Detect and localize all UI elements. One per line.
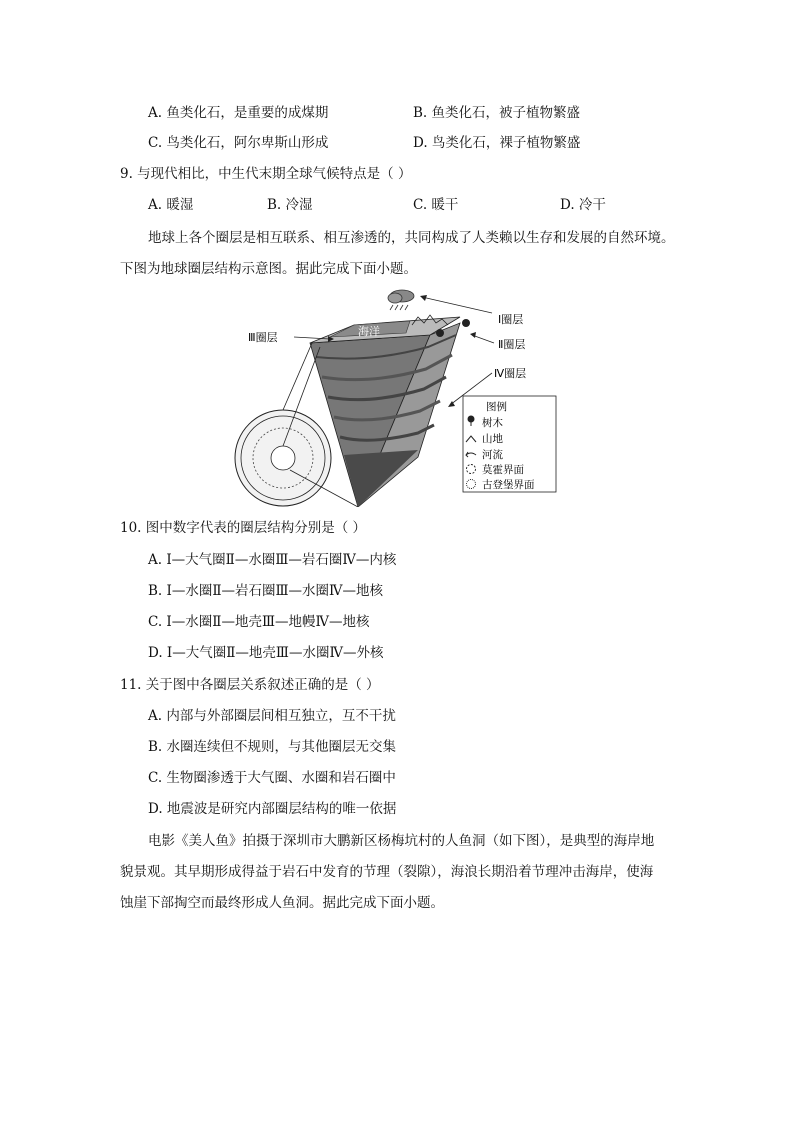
legend-title: 图例 [486,401,507,413]
intro1-line1: 地球上各个圈层是相互联系、相互渗透的，共同构成了人类赖以生存和发展的自然环境。 [148,230,675,246]
q10-option-c: C. Ⅰ—水圈Ⅱ—地壳Ⅲ—地幔Ⅳ—地核 [148,614,370,630]
q10-option-a: A. Ⅰ—大气圈Ⅱ—水圈Ⅲ—岩石圈Ⅳ—内核 [148,552,397,568]
q10-option-d: D. Ⅰ—大气圈Ⅱ—地壳Ⅲ—水圈Ⅳ—外核 [148,645,384,661]
earth-spheres-diagram [230,285,560,507]
tree-icon [436,329,444,337]
intro2-line2: 貌景观。其早期形成得益于岩石中发育的节理（裂隙），海浪长期沿着节理冲击海岸，使海 [120,864,654,880]
q10-stem: 10. 图中数字代表的圈层结构分别是（ ） [120,520,367,536]
legend-mountain-label: 山地 [482,433,503,445]
q8-option-c: C. 鸟类化石，阿尔卑斯山形成 [148,135,329,151]
q11-option-c: C. 生物圈渗透于大气圈、水圈和岩石圈中 [148,770,396,786]
tree-icon [462,319,470,327]
q9-option-b: B. 冷湿 [267,197,313,213]
q10-option-b: B. Ⅰ—水圈Ⅱ—岩石圈Ⅲ—水圈Ⅳ—地核 [148,583,384,599]
intro1-line2: 下图为地球圈层结构示意图。据此完成下面小题。 [120,261,417,277]
legend-tree-label: 树木 [482,417,503,429]
q11-option-a: A. 内部与外部圈层间相互独立，互不干扰 [148,708,396,724]
intro2-line3: 蚀崖下部掏空而最终形成人鱼洞。据此完成下面小题。 [120,895,444,911]
label-sphere-III: Ⅲ圈层 [248,331,278,344]
q8-option-b: B. 鱼类化石，被子植物繁盛 [413,105,581,121]
ocean-label: 海洋 [358,325,380,338]
q11-option-b: B. 水圈连续但不规则，与其他圈层无交集 [148,739,397,755]
legend-moho-label: 莫霍界面 [482,464,524,476]
q9-option-d: D. 冷干 [560,197,606,213]
legend-river-label: 河流 [482,449,503,461]
q9-stem: 9. 与现代相比，中生代末期全球气候特点是（ ） [120,166,412,182]
earth-cross-section [235,410,331,506]
label-sphere-II: Ⅱ圈层 [498,338,526,351]
label-sphere-I: Ⅰ圈层 [498,313,524,326]
legend-gutenberg-label: 古登堡界面 [482,479,535,491]
legend [463,396,556,492]
q8-option-a: A. 鱼类化石，是重要的成煤期 [148,105,329,121]
q9-option-c: C. 暖干 [413,197,459,213]
label-sphere-IV: Ⅳ圈层 [494,367,527,380]
q9-option-a: A. 暖湿 [148,197,194,213]
intro2-line1: 电影《美人鱼》拍摄于深圳市大鹏新区杨梅坑村的人鱼洞（如下图），是典型的海岸地 [148,833,655,849]
q8-option-d: D. 鸟类化石，裸子植物繁盛 [413,135,581,151]
q11-stem: 11. 关于图中各圈层关系叙述正确的是（ ） [120,677,380,693]
q11-option-d: D. 地震波是研究内部圈层结构的唯一依据 [148,801,397,817]
cloud-icon [388,290,414,310]
